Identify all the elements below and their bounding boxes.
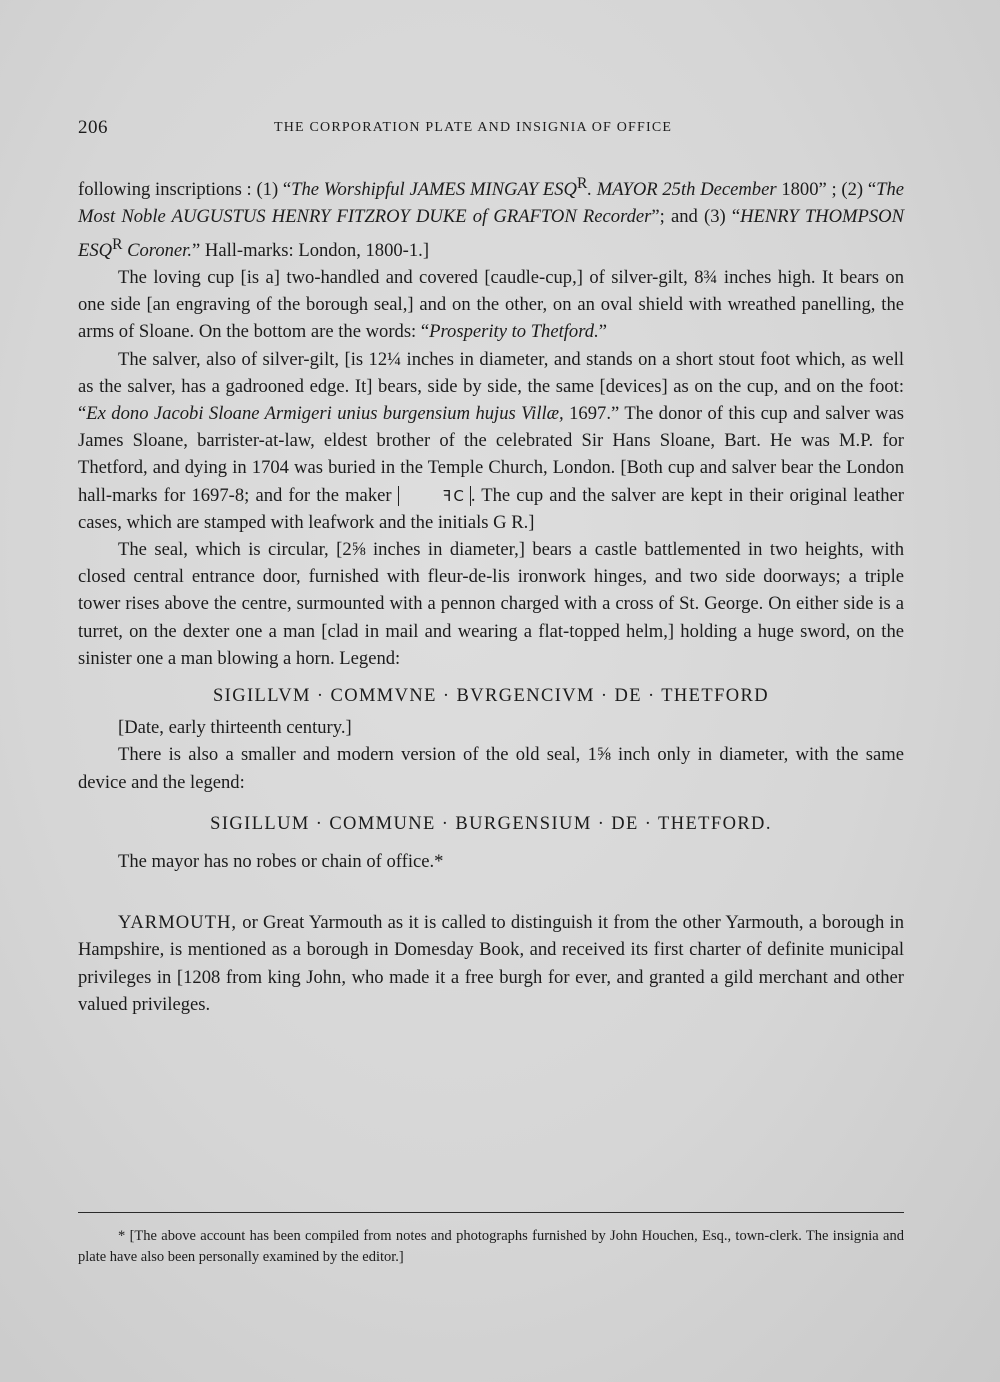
paragraph-date: [Date, early thirteenth century.]: [118, 717, 352, 739]
paragraph-loving-cup: The loving cup [is a] two-handled and covered [caudle-cup,] of silver-gilt, 8¾ inches high. It bears on one side [an engraving of the borough seal,] and on the other, on an oval shield with wreathed panelling, the arms of Sloane. On the bottom are the words: “Prosperity to Thetford.”: [78, 266, 904, 343]
footnote-rule: [78, 1212, 904, 1213]
paragraph-yarmouth: YARMOUTH, or Great Yarmouth as it is called to distinguish it from the other Yarmouth, a borough in Hampshire, is mentioned as a borough in Domesday Book, and received its first charter of definite municipal privileges in [1208 from king John, who made it a free burgh for ever, and granted a gild merchant and other valued privileges.: [78, 912, 904, 1015]
paragraph-modern-seal: There is also a smaller and modern version of the old seal, 1⅝ inch only in diameter, with the same device and the legend:: [78, 744, 904, 793]
paragraph-inscriptions: following inscriptions : (1) “The Worshipful JAMES MINGAY $ESQ^R$. MAYOR 25th December 1800” ; (2) “The Most Noble AUGUSTUS HENRY FITZROY DUKE of GRAFTON Recorder”; and (3) “HENRY THOMPSON $ESQ^R$ Coroner.” Hall-marks: London, 1800-1.]: [78, 175, 904, 261]
paragraph-seal: The seal, which is circular, [2⅝ inches in diameter,] bears a castle battlemented in two heights, with closed central entrance door, furnished with fleur-de-lis ironwork hinges, and two side doorways; a triple tower rises above the centre, surmounted with a pennon charged with a cross of St. George. On either side is a turret, on the dexter one a man [clad in mail and wearing a flat-topped helm,] holding a huge sword, on the sinister one a man blowing a horn. Legend:: [78, 539, 904, 669]
main-text: [78, 170, 904, 1018]
seal-legend-modern: SIGILLUM · COMMUNE · BURGENSIUM · DE · THETFORD.: [210, 813, 772, 834]
section-gap: [78, 875, 904, 909]
seal-legend-old: SIGILLVM · COMMVNE · BVRGENCIVM · DE · THETFORD: [212, 686, 770, 707]
page-number: 206: [78, 117, 108, 138]
paragraph-salver: The salver, also of silver-gilt, [is 12¼ inches in diameter, and stands on a short stout foot which, as well as the salver, has a gadrooned edge. It] bears, side by side, the same [devices] as on the cup, and on the foot: “Ex dono Jacobi Sloane Armigeri unius burgensium hujus Villæ, 1697.” The donor of this cup and salver was James Sloane, barrister-at-law, eldest brother of the celebrated Sir Hans Sloane, Bart. He was M.P. for Thetford, and dying in 1704 was buried in the Temple Church, London. [Both cup and salver bear the London hall-marks for 1697-8; and for the maker ꟻC . The cup and the salver are kept in their original leather cases, which are stamped with leafwork and the initials G R.]: [78, 348, 904, 533]
paragraph-mayor-robes: The mayor has no robes or chain of office.*: [118, 851, 444, 873]
maker-mark: ꟻC: [398, 486, 471, 506]
running-title: THE CORPORATION PLATE AND INSIGNIA OF OFFICE: [274, 120, 673, 135]
page-header: [78, 117, 908, 141]
footnote: * [The above account has been compiled from notes and photographs furnished by John Houchen, Esq., town-clerk. The insignia and plate have also been personally examined by the editor.]: [78, 1228, 904, 1265]
